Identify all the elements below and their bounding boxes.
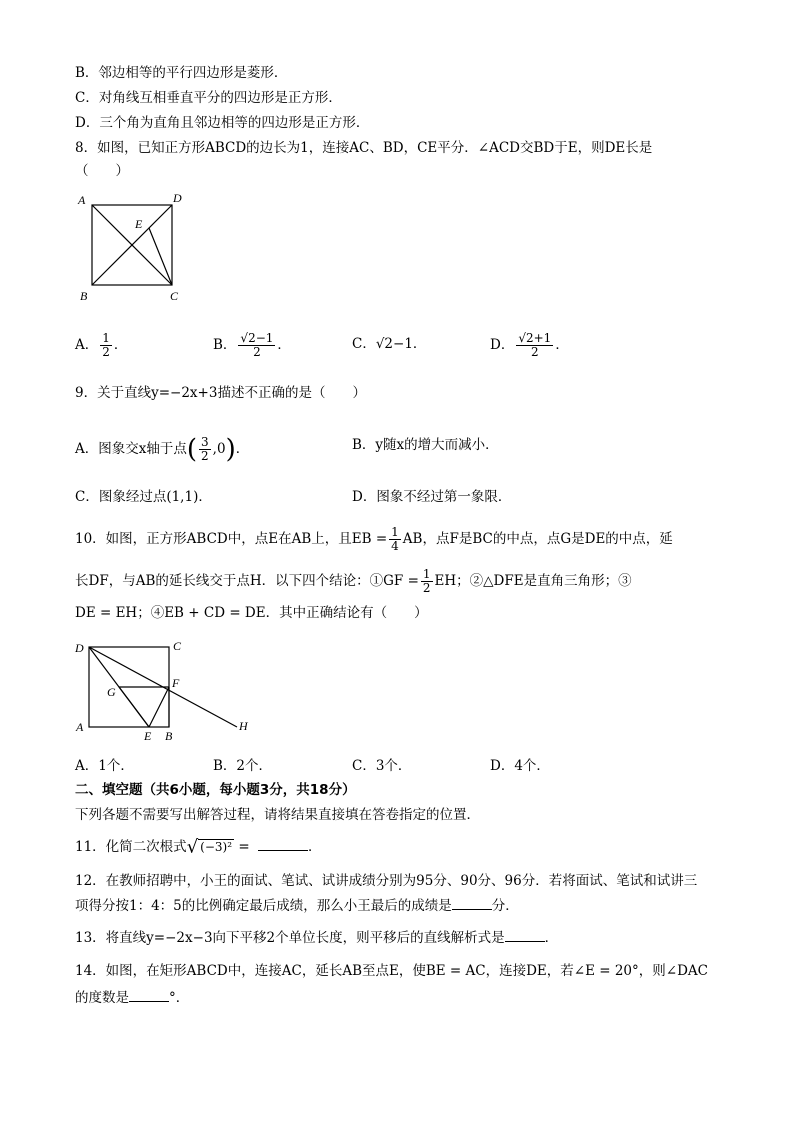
section2-instruction: 下列各题不需要写出解答过程，请将结果直接填在答卷指定的位置． bbox=[75, 807, 480, 823]
q12-line2: 项得分按1：4：5的比例确定最后成绩，那么小王最后的成绩是 分． bbox=[75, 898, 519, 914]
q14-answer-blank[interactable] bbox=[129, 1001, 169, 1002]
q9-option-b: B．y随x的增大而减小． bbox=[352, 437, 499, 453]
q8-square-figure bbox=[75, 188, 190, 303]
q8-option-a: A． $\frac{1}{2}$ ． bbox=[75, 331, 128, 359]
q8-option-c: C．√2−1． bbox=[352, 336, 427, 352]
q9-option-a: A．图象交x轴于点( $\frac{3}{2}$ ,0)． bbox=[75, 434, 250, 465]
q8-label-a: A bbox=[78, 193, 86, 207]
q9-option-d: D．图象不经过第一象限． bbox=[352, 489, 512, 505]
q8-paren: （ ） bbox=[75, 163, 129, 179]
q8-label-d: D bbox=[173, 191, 182, 205]
q12-answer-blank[interactable] bbox=[452, 909, 492, 910]
q8-option-d: D． $\frac{√2+1}{2}$ ． bbox=[490, 331, 569, 359]
q8-label-e: E bbox=[135, 217, 143, 231]
q7-option-b: B．邻边相等的平行四边形是菱形． bbox=[75, 65, 288, 81]
q8-label-b: B bbox=[80, 289, 88, 303]
q10-label-b: B bbox=[165, 729, 173, 743]
q10-square-figure bbox=[72, 636, 257, 744]
q8-option-b: B． $\frac{√2-1}{2}$ ． bbox=[213, 331, 291, 359]
q11: 11．化简二次根式√ (−3)² = ． bbox=[75, 836, 322, 858]
q10-line1: 10．如图，正方形ABCD中，点E在AB上，且EB = $\frac{1}{4}$ AB，点F是BC的中点，点G是DE的中点，延 bbox=[75, 525, 673, 553]
q14-line1: 14．如图，在矩形ABCD中，连接AC，延长AB至点E，使BE = AC，连接DE，若∠E = 20°，则∠DAC bbox=[75, 963, 708, 979]
q10-label-h: H bbox=[239, 719, 248, 733]
q10-option-a: A．1个． bbox=[75, 758, 134, 774]
q10-label-c: C bbox=[173, 639, 182, 653]
q10-option-b: B．2个． bbox=[213, 758, 273, 774]
q10-option-c: C．3个． bbox=[352, 758, 412, 774]
q13-answer-blank[interactable] bbox=[505, 941, 545, 942]
q10-label-a: A bbox=[76, 720, 84, 734]
q10-label-g: G bbox=[107, 685, 116, 699]
q10-label-e: E bbox=[144, 729, 152, 743]
q11-answer-blank[interactable] bbox=[258, 850, 308, 851]
q9-stem: 9．关于直线y=−2x+3描述不正确的是（ ） bbox=[75, 385, 366, 401]
q10-label-d: D bbox=[75, 641, 84, 655]
q10-line2: 长DF，与AB的延长线交于点H．以下四个结论：①GF = $\frac{1}{2}$ EH；②△DFE是直角三角形；③ bbox=[75, 567, 632, 595]
q14-line2: 的度数是 °． bbox=[75, 990, 190, 1006]
q7-option-d: D．三个角为直角且邻边相等的四边形是正方形． bbox=[75, 115, 370, 131]
section2-title: 二、填空题（共6小题，每小题3分，共18分） bbox=[75, 782, 356, 798]
q7-option-c: C．对角线互相垂直平分的四边形是正方形． bbox=[75, 90, 342, 106]
q13: 13．将直线y=−2x−3向下平移2个单位长度，则平移后的直线解析式是 ． bbox=[75, 930, 559, 946]
q10-option-d: D．4个． bbox=[490, 758, 550, 774]
q8-stem: 8．如图，已知正方形ABCD的边长为1，连接AC、BD，CE平分．∠ACD交BD于E，则DE长是 bbox=[75, 140, 653, 156]
q10-line3: DE = EH；④EB + CD = DE．其中正确结论有（ ） bbox=[75, 605, 428, 621]
q12-line1: 12．在教师招聘中，小王的面试、笔试、试讲成绩分别为95分、90分、96分．若将面试、笔试和试讲三 bbox=[75, 873, 698, 889]
q8-label-c: C bbox=[170, 289, 179, 303]
q10-label-f: F bbox=[172, 676, 180, 690]
q9-option-c: C．图象经过点(1,1)． bbox=[75, 489, 212, 505]
